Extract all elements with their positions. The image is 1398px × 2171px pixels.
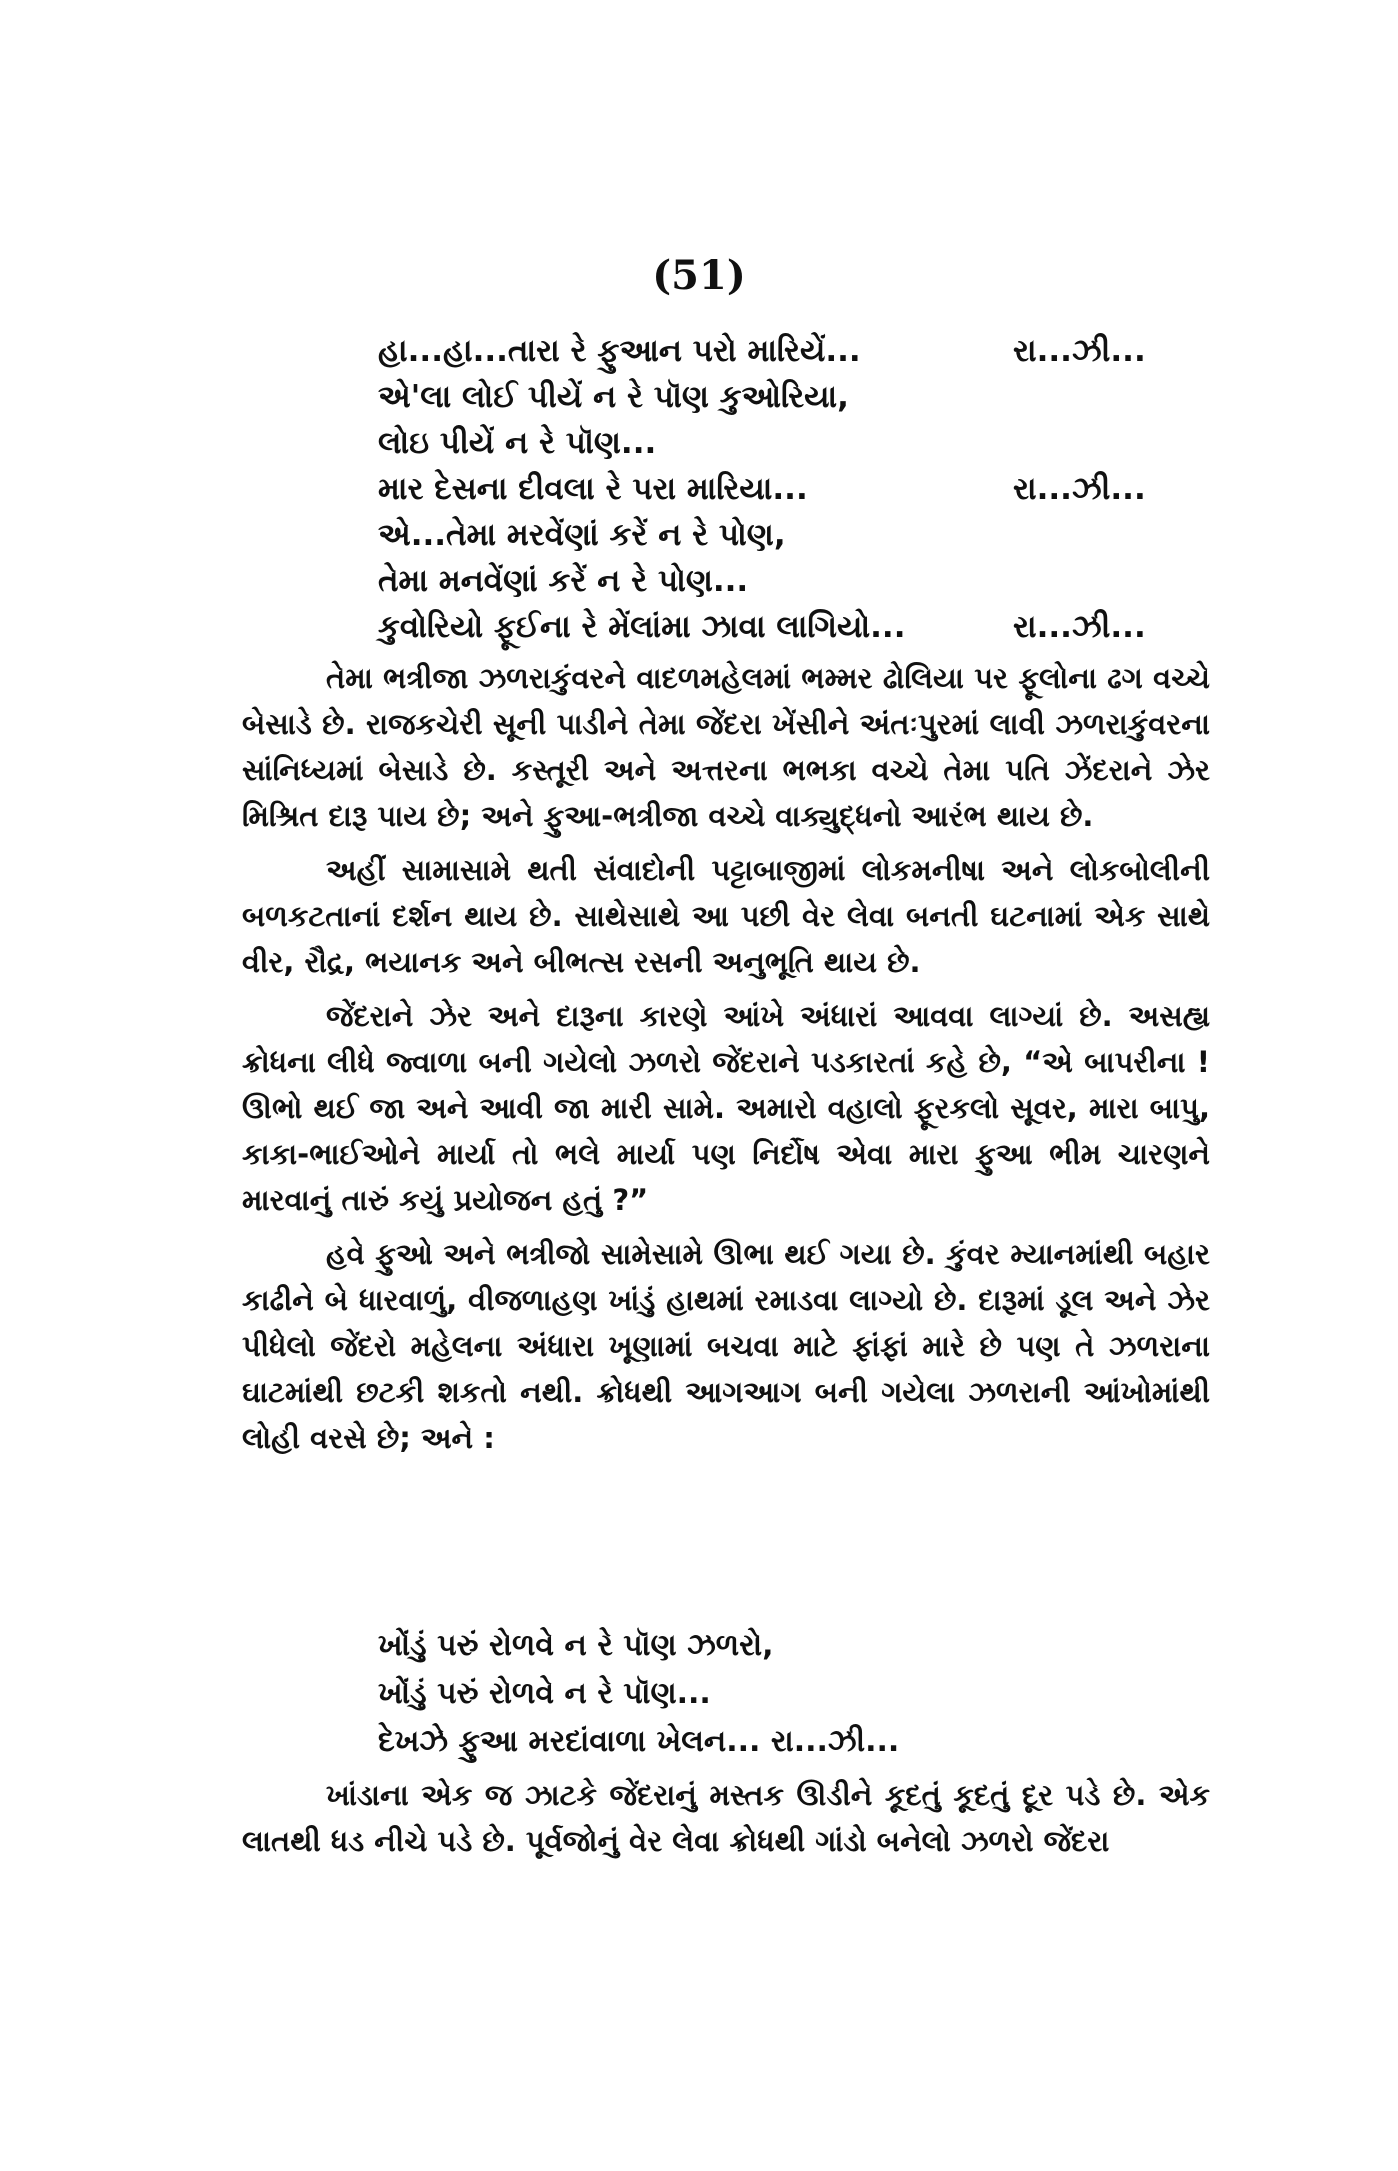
- refrain: રા...ઝી...: [1013, 609, 1146, 645]
- paragraph: ખાંડાના એક જ ઝાટકે જેંદરાનું મસ્તક ઊડીને કૂદતું કૂદતું દૂર પડે છે. એક લાતથી ધડ નીચે પડે છે. પૂર્વજોનું વેર લેવા ક્રોધથી ગાંડો બનેલો ઝળરો જેંદરા: [242, 1778, 1210, 1858]
- verse-line: લોઇ પીયેં ન રે પૉણ...: [378, 425, 657, 461]
- page-number: (51): [652, 252, 746, 299]
- verse-line: તેમા મનવેંણાં કરેં ન રે પોણ...: [378, 563, 749, 599]
- verse-line: ખોંડું પરું રોળવે ન રે પૉણ...: [378, 1676, 711, 1711]
- prose-block-1: [242, 655, 1210, 1469]
- paragraph: તેમા ભત્રીજા ઝળરાકુંવરને વાદળમહેલમાં ભમ્મર ઢોલિયા પર ફૂલોના ઢગ વચ્ચે બેસાડે છે. રાજકચેરી સૂની પાડીને તેમા જેંદરા ખેંસીને અંતઃપુરમાં લાવી ઝળરાકુંવરના સાંનિધ્યમાં બેસાડે છે. કસ્તૂરી અને અત્તરના ભભકા વચ્ચે તેમા પતિ ઝેંદરાને ઝેર મિશ્રિત દારૂ પાય છે; અને ફુઆ-ભત્રીજા વચ્ચે વાક્યુદ્ધનો આરંભ થાય છે.: [242, 661, 1210, 833]
- refrain: રા...ઝી...: [1013, 471, 1146, 507]
- paragraph: અહીં સામાસામે થતી સંવાદોની પટ્ટાબાજીમાં લોકમનીષા અને લોકબોલીની બળકટતાનાં દર્શન થાય છે. સાથેસાથે આ પછી વેર લેવા બનતી ઘટનામાં એક સાથે વીર, રૌદ્ર, ભયાનક અને બીભત્સ રસની અનુભૂતિ થાય છે.: [242, 853, 1210, 979]
- verse-block-1: [378, 328, 1146, 650]
- paragraph: હવે ફુઓ અને ભત્રીજો સામેસામે ઊભા થઈ ગયા છે. કુંવર મ્યાનમાંથી બહાર કાઢીને બે ધારવાળું, વીજળાહણ ખાંડું હાથમાં રમાડવા લાગ્યો છે. દારૂમાં ડૂલ અને ઝેર પીધેલો જેંદરો મહેલના અંધારા ખૂણામાં બચવા માટે ફાંફાં મારે છે પણ તે ઝળરાના ઘાટમાંથી છટકી શકતો નથી. ક્રોધથી આગઆગ બની ગયેલા ઝળરાની આંખોમાંથી લોહી વરસે છે; અને :: [242, 1237, 1210, 1455]
- verse-line: એ...તેમા મરવેંણાં કરેં ન રે પોણ,: [378, 517, 786, 553]
- verse-line: ખોંડું પરું રોળવે ન રે પૉણ ઝળરો,: [378, 1628, 774, 1663]
- refrain: રા...ઝી...: [1013, 333, 1146, 369]
- verse-line: કુવોરિયો ફૂઈના રે મેંલાંમા ઝાવા લાગિયો... રા...ઝી...: [378, 604, 905, 650]
- paragraph: જેંદરાને ઝેર અને દારૂના કારણે આંખે અંધારાં આવવા લાગ્યાં છે. અસહ્ય ક્રોધના લીધે જ્વાળા બની ગયેલો ઝળરો જેંદરાને પડકારતાં કહે છે, “એ બાપરીના ! ઊભો થઈ જા અને આવી જા મારી સામે. અમારો વહાલો ફૂરકલો સૂવર, મારા બાપુ, કાકા-ભાઈઓને માર્યા તો ભલે માર્યા પણ નિર્દોષ એવા મારા ફુઆ ભીમ ચારણને મારવાનું તારું કયું પ્રયોજન હતું ?”: [242, 999, 1210, 1217]
- verse-line: માર દેસના દીવલા રે પરા મારિયા... રા...ઝી...: [378, 466, 905, 512]
- verse-line: એ'લા લોઈ પીયેં ન રે પૉણ કુઓરિયા,: [378, 379, 849, 415]
- verse-line: હા...હા...તારા રે ફુઆન પરો મારિયેં... રા...ઝી...: [378, 328, 905, 374]
- verse-block-2: [378, 1622, 899, 1766]
- verse-line: દેખઝે ફુઆ મરદાંવાળા ખેલન... રા...ઝી...: [378, 1724, 900, 1759]
- prose-block-2: [242, 1772, 1210, 1872]
